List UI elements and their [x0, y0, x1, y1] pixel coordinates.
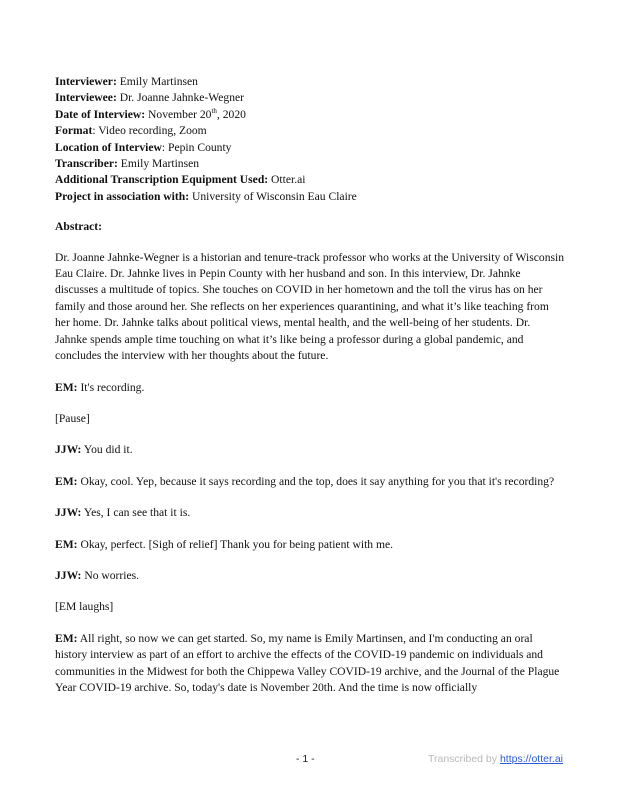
speaker-label: EM:: [55, 631, 78, 645]
turn-text: All right, so now we can get started. So, my name is Emily Martinsen, and I'm conducting an oral history interview as part of an effort to archive the effects of the COVID-19 pandemic on individuals and communities in the Midwest for both the Chippewa Valley COVID-19 archive, and the Journal of the Plague Year COVID-19 archive. So, today's date is November 20th. And the time is now officially: [55, 631, 560, 694]
meta-label: Transcriber:: [55, 157, 118, 171]
meta-label: Date of Interview:: [55, 107, 146, 121]
interviewer-line: [55, 74, 565, 90]
speaker-label: JJW:: [55, 443, 82, 457]
meta-value: : Pepin County: [161, 140, 232, 154]
credit-prefix: Transcribed by: [427, 753, 500, 765]
transcript-turn: [55, 474, 565, 490]
document-page: [55, 74, 565, 696]
transcript-turn: [55, 631, 565, 697]
meta-label: Format: [55, 124, 93, 138]
meta-value: Dr. Joanne Jahnke-Wegner: [116, 91, 245, 105]
transcriber-line: [55, 156, 565, 172]
turn-text: No worries.: [81, 568, 140, 582]
meta-value: November 20: [145, 107, 212, 121]
otter-link[interactable]: https://otter.ai: [499, 753, 563, 765]
meta-value: Emily Martinsen: [117, 157, 200, 171]
turn-text: [Pause]: [55, 411, 90, 425]
meta-label: Project in association with:: [55, 189, 190, 203]
page-number: - 1 -: [296, 753, 315, 765]
location-line: [55, 140, 565, 156]
transcript-turn: [55, 537, 565, 553]
meta-value: : Video recording, Zoom: [92, 124, 207, 138]
speaker-label: EM:: [55, 537, 78, 551]
meta-value: University of Wisconsin Eau Claire: [189, 189, 357, 203]
turn-text: Okay, cool. Yep, because it says recording and the top, does it say anything for you that it's recording?: [77, 474, 555, 488]
abstract-heading: Abstract:: [55, 220, 103, 234]
interviewee-line: [55, 90, 565, 106]
turn-text: It's recording.: [77, 380, 145, 394]
transcript-note: [55, 599, 565, 615]
transcription-credit: [428, 753, 563, 765]
speaker-label: JJW:: [55, 568, 82, 582]
interview-metadata: [55, 74, 565, 205]
speaker-label: EM:: [55, 380, 78, 394]
abstract-body: Dr. Joanne Jahnke-Wegner is a historian and tenure-track professor who works at the University of Wisconsin Eau Claire. Dr. Jahnke lives in Pepin County with her husband and son. In this interview, Dr. Jahnke discusses a multitude of topics. She touches on COVID in her hometown and the toll the virus has on her family and those around her. She reflects on her experiences quarantining, and what it’s like teaching from her home. Dr. Jahnke talks about political views, mental health, and the well-being of her students. Dr. Jahnke spends ample time touching on what it’s like being a professor during a global pandemic, and concludes the interview with her thoughts about the future.: [55, 250, 565, 363]
transcript-note: [55, 411, 565, 427]
format-line: [55, 123, 565, 139]
meta-label: Additional Transcription Equipment Used:: [55, 173, 269, 187]
meta-value-year: , 2020: [216, 107, 246, 121]
transcript-turn: [55, 442, 565, 458]
meta-label: Interviewee:: [55, 91, 117, 105]
turn-text: Okay, perfect. [Sigh of relief] Thank you for being patient with me.: [77, 537, 394, 551]
meta-label: Location of Interview: [55, 140, 162, 154]
turn-text: Yes, I can see that it is.: [81, 506, 191, 520]
speaker-label: EM:: [55, 474, 78, 488]
equipment-line: [55, 172, 565, 188]
date-line: [55, 107, 565, 123]
meta-value: Otter.ai: [268, 173, 306, 187]
transcript-turn: [55, 505, 565, 521]
project-line: [55, 189, 565, 205]
transcript-turn: [55, 568, 565, 584]
meta-value: Emily Martinsen: [116, 75, 198, 88]
speaker-label: JJW:: [55, 506, 82, 520]
turn-text: You did it.: [81, 443, 133, 457]
transcript-turn: [55, 380, 565, 396]
meta-label: Interviewer:: [55, 75, 117, 88]
date-ordinal-suffix: th: [211, 106, 217, 115]
turn-text: [EM laughs]: [55, 600, 114, 614]
